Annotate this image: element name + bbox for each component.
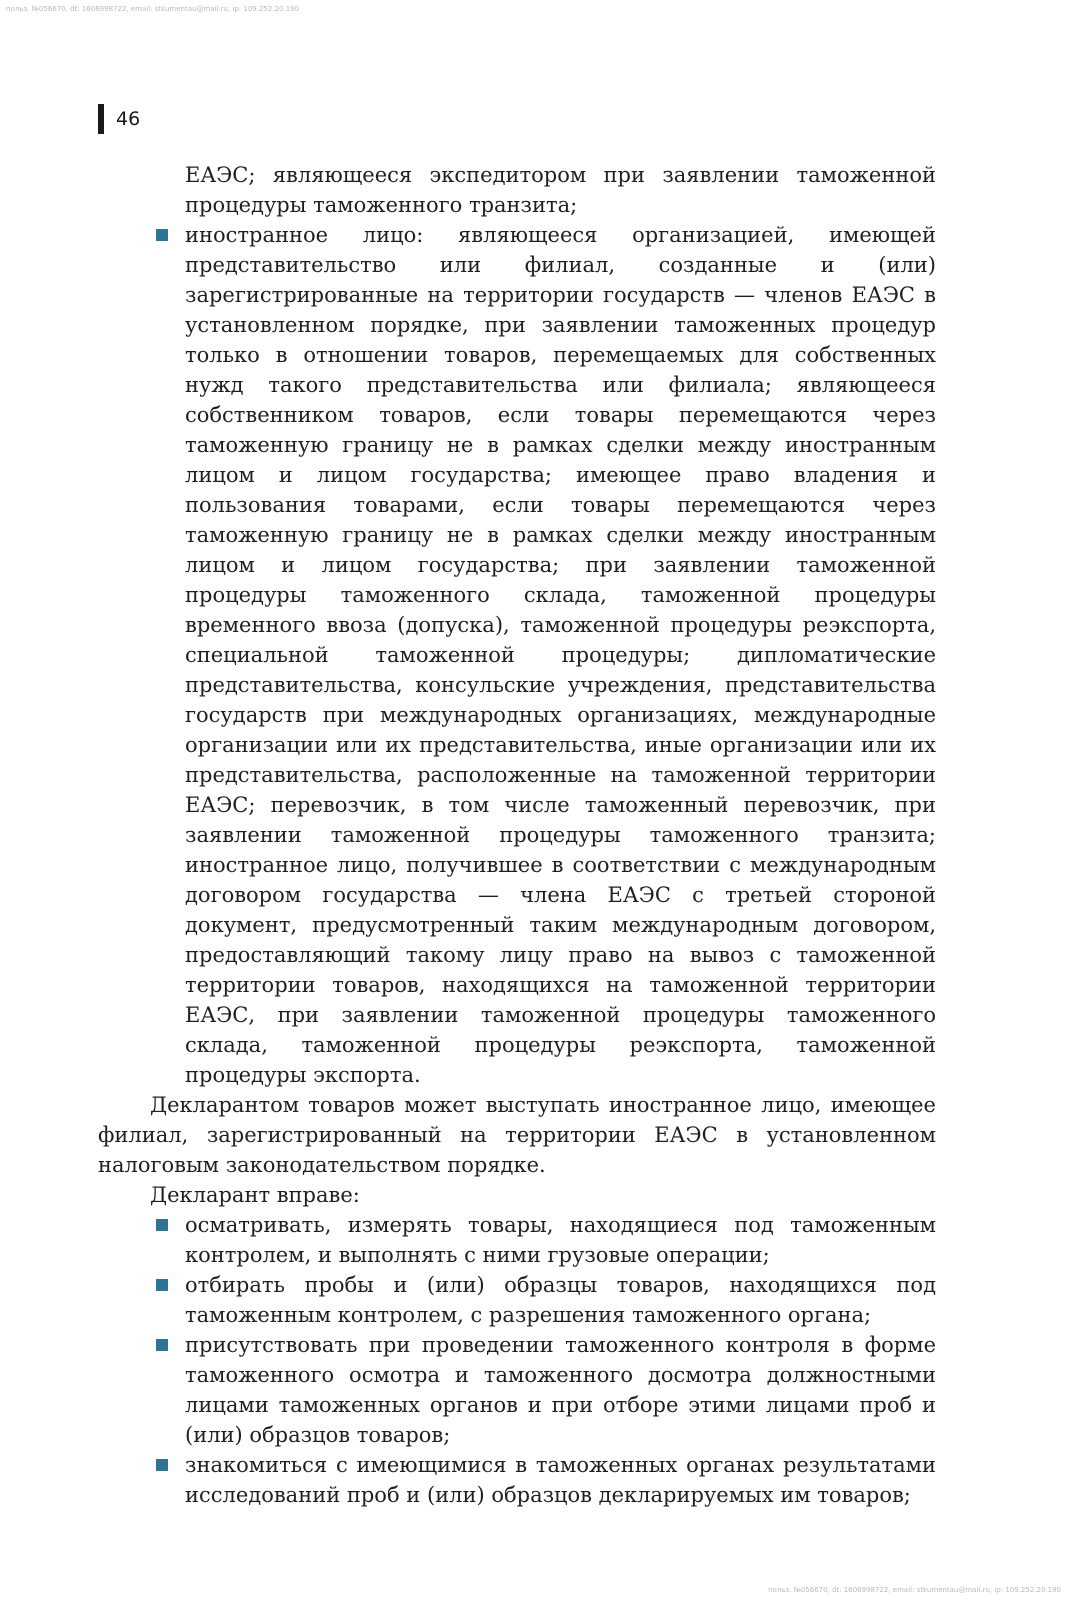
page-content <box>98 160 936 1510</box>
bullet-item-foreign-person <box>98 220 936 1090</box>
square-bullet-icon <box>156 1279 168 1291</box>
rights-intro: Декларант вправе: <box>150 1183 360 1207</box>
square-bullet-icon <box>156 1219 168 1231</box>
rights-item-text: знакомиться с имеющимися в таможенных органах результатами исследований проб и (или) образцов декларируемых им товаров; <box>185 1453 936 1507</box>
header-bar <box>98 104 104 134</box>
continuation-paragraph: ЕАЭС; являющееся экспедитором при заявлении таможенной процедуры таможенного транзита; <box>185 163 936 217</box>
declarant-paragraph: Декларантом товаров может выступать иностранное лицо, имеющее филиал, зарегистрированный на территории ЕАЭС в установленном налоговым законодательством порядке. <box>98 1093 936 1177</box>
watermark-top: польз. №056670, dt: 1606998722, email: stkumentau@mail.ru, ip: 109.252.20.190 <box>6 5 300 13</box>
rights-item <box>98 1210 936 1270</box>
rights-item-text: осматривать, измерять товары, находящиеся под таможенным контролем, и выполнять с ними грузовые операции; <box>185 1213 936 1267</box>
square-bullet-icon <box>156 1339 168 1351</box>
page-header <box>98 104 140 134</box>
rights-item-text: присутствовать при проведении таможенного контроля в форме таможенного осмотра и таможенного досмотра должностными лицами таможенных органов и при отборе этими лицами проб и (или) образцов товаров; <box>185 1333 936 1447</box>
page-number: 46 <box>116 108 141 130</box>
rights-item-text: отбирать пробы и (или) образцы товаров, находящихся под таможенным контролем, с разрешения таможенного органа; <box>185 1273 936 1327</box>
rights-item <box>98 1450 936 1510</box>
rights-item <box>98 1330 936 1450</box>
square-bullet-icon <box>156 1459 168 1471</box>
rights-item <box>98 1270 936 1330</box>
watermark-bottom: польз. №056670, dt: 1606998722, email: stkumentau@mail.ru, ip: 109.252.20.190 <box>767 1586 1061 1594</box>
bullet-text: иностранное лицо: являющееся организацией, имеющей представительство или филиал, созданные и (или) зарегистрированные на территории государств — членов ЕАЭС в установленном порядке, при заявлении таможенных процедур только в отношении товаров, перемещаемых для собственных нужд такого представительства или филиала; являющееся собственником товаров, если товары перемещаются через таможенную границу не в рамках сделки между иностранным лицом и лицом государства; имеющее право владения и пользования товарами, если товары перемещаются через таможенную границу не в рамках сделки между иностранным лицом и лицом государства; при заявлении таможенной процедуры таможенного склада, таможенной процедуры временного ввоза (допуска), таможенной процедуры реэкспорта, специальной таможенной процедуры; дипломатические представительства, консульские учреждения, представительства государств при международных организациях, международные организации или их представительства, иные организации или их представительства, расположенные на таможенной территории ЕАЭС; перевозчик, в том числе таможенный перевозчик, при заявлении таможенной процедуры таможенного транзита; иностранное лицо, получившее в соответствии с международным договором государства — члена ЕАЭС с третьей стороной документ, предусмотренный таким международным договором, предоставляющий такому лицу право на вывоз с таможенной территории товаров, находящихся на таможенной территории ЕАЭС, при заявлении таможенной процедуры таможенного склада, таможенной процедуры реэкспорта, таможенной процедуры экспорта. <box>185 223 936 1087</box>
square-bullet-icon <box>156 229 168 241</box>
